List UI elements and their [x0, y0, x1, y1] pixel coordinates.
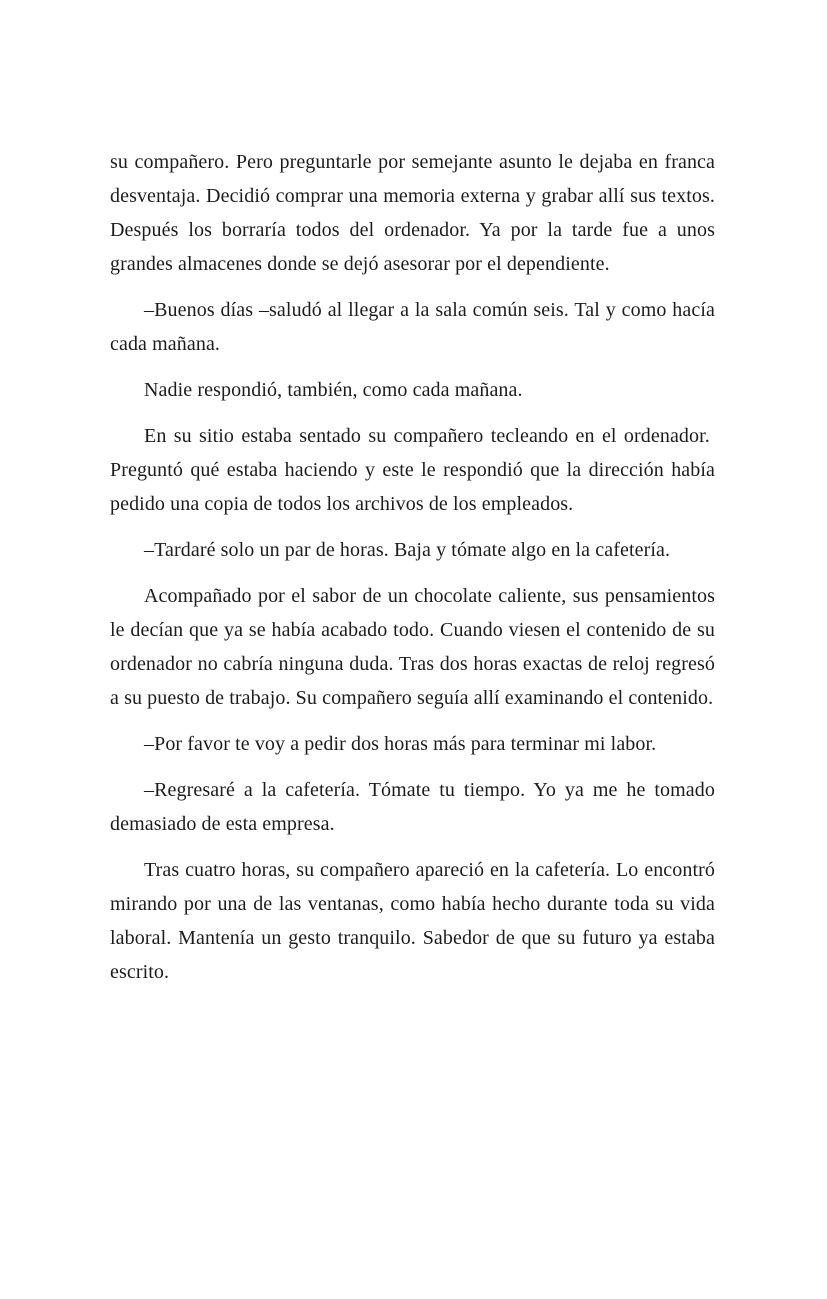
- paragraph-dialogue: –Buenos días –saludó al llegar a la sala común seis. Tal y como hacía cada mañana.: [110, 299, 715, 355]
- paragraph-dialogue: –Por favor te voy a pedir dos horas más para terminar mi labor.: [144, 733, 657, 755]
- paragraph-narration: Acompañado por el sabor de un chocolate caliente, sus pensamientos le decían que ya se había acabado todo. Cuando viesen el contenido de su ordenador no cabría ninguna duda. Tras dos horas exactas de reloj regresó a su puesto de trabajo. Su compañero seguía allí examinando el contenido.: [110, 585, 715, 709]
- paragraph-narration: Nadie respondió, también, como cada mañana.: [144, 379, 523, 401]
- paragraph-narration: Tras cuatro horas, su compañero apareció en la cafetería. Lo encontró mirando por una de las ventanas, como había hecho durante toda su vida laboral. Mantenía un gesto tranquilo. Sabedor de que su futuro ya estaba escrito.: [110, 859, 715, 983]
- paragraph-dialogue: –Tardaré solo un par de horas. Baja y tómate algo en la cafetería.: [144, 539, 671, 561]
- paragraph-narration: En su sitio estaba sentado su compañero tecleando en el ordenador. Preguntó qué estaba haciendo y este le respondió que la dirección había pedido una copia de todos los archivos de los empleados.: [110, 425, 715, 515]
- paragraph-dialogue: –Regresaré a la cafetería. Tómate tu tiempo. Yo ya me he tomado demasiado de esta empresa.: [110, 779, 715, 835]
- paragraph-continuation: su compañero. Pero preguntarle por semejante asunto le dejaba en franca desventaja. Decidió comprar una memoria externa y grabar allí sus textos. Después los borraría todos del ordenador. Ya por la tarde fue a unos grandes almacenes donde se dejó asesorar por el dependiente.: [110, 151, 715, 275]
- text-block: [110, 145, 715, 989]
